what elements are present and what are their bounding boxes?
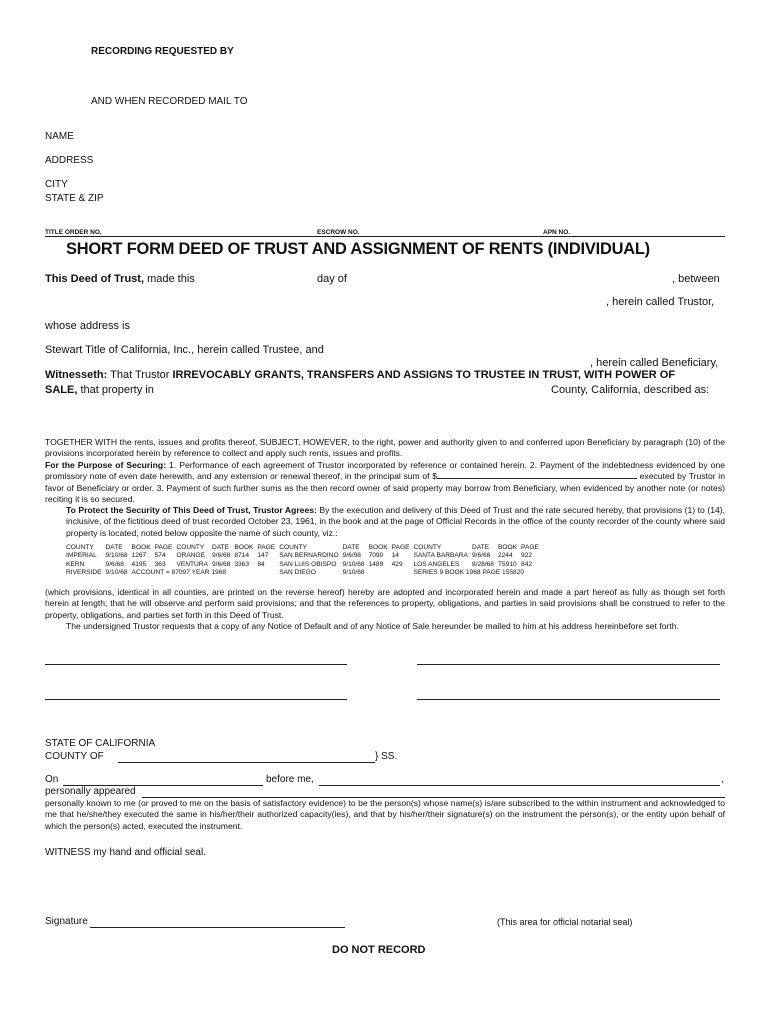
apn-label: APN NO. <box>543 229 571 236</box>
witnesseth-bold: Witnesseth: <box>45 369 108 381</box>
protect-paragraph <box>66 505 725 539</box>
trustor-signature-line-3[interactable] <box>45 699 347 700</box>
table-header-cell: COUNTY <box>413 544 442 551</box>
table-cell: SAN BERNARDINO <box>279 552 339 560</box>
seal-area-text: (This area for official notarial seal) <box>497 917 633 927</box>
trustor-signature-line-4[interactable] <box>417 699 720 700</box>
together-text: TOGETHER WITH the rents, issues and profits thereof, SUBJECT, HOWEVER, to the right, power and authority given to and conferred upon Beneficiary by paragraph (10) of the provisions incorporated herein by reference to collect and apply such rents, issues and profits. <box>45 437 725 459</box>
deed-intro-bold: This Deed of Trust, <box>45 273 145 285</box>
state-zip-label: STATE & ZIP <box>45 193 104 204</box>
table-cell: 363 <box>154 560 166 568</box>
comma-text: , <box>721 774 724 785</box>
header-rule <box>45 236 725 237</box>
table-cell: 9/10/68 <box>342 560 365 568</box>
table-cell: SAN DIEGO <box>279 569 316 577</box>
table-cell: 429 <box>391 560 403 568</box>
table-header-cell: COUNTY <box>66 544 94 551</box>
table-cell: LOS ANGELES <box>413 560 460 568</box>
recording-requested-label: RECORDING REQUESTED BY <box>91 46 234 57</box>
provisions-paragraph <box>45 587 725 633</box>
grants-bold: IRREVOCABLY GRANTS, TRANSFERS AND ASSIGNS TO TRUSTEE IN TRUST, WITH POWER OF <box>172 369 676 381</box>
name-label: NAME <box>45 131 74 142</box>
together-paragraph <box>45 437 725 505</box>
table-header-cell: COUNTY <box>279 544 308 551</box>
table-cell: IMPERIAL <box>66 552 97 560</box>
title-order-label: TITLE ORDER NO. <box>45 229 102 236</box>
county-table <box>66 544 543 578</box>
table-cell: SERIES 9 BOOK 1968 PAGE 155820 <box>413 569 525 577</box>
table-cell <box>369 569 392 577</box>
made-this-text: made this <box>147 273 195 285</box>
between-text: , between <box>672 273 720 285</box>
table-cell: RIVERSIDE <box>66 569 102 577</box>
table-cell: 9/6/98 <box>342 552 361 560</box>
table-cell: VENTURA <box>176 560 208 568</box>
document-title: SHORT FORM DEED OF TRUST AND ASSIGNMENT OF RENTS (INDIVIDUAL) <box>66 240 650 258</box>
before-me-label: before me, <box>266 774 314 785</box>
table-cell: 574 <box>154 552 166 560</box>
purpose-text-2: executed by Trustor in favor of Beneficiary or order. 3. Payment of such further sums as the then record owner of said property may borrow from Beneficiary, when evidenced by another note (or notes) reciting it is so secured. <box>45 471 725 505</box>
table-cell: 14 <box>391 552 399 560</box>
table-row <box>66 552 543 560</box>
table-cell: 9/6/68 <box>471 552 491 560</box>
protect-text: By the execution and delivery of this Deed of Trust and the rate secured hereby, that provisions (1) to (14), inclusive, of the fictitious deed of trust recorded October 23, 1961, in the book and at the page of Official Records in the office of the county recorder of the county where said property is located, noted below opposite the name of such county, viz.: <box>66 505 725 538</box>
deed-intro <box>45 273 195 285</box>
dollar-sign: $ <box>432 471 437 482</box>
table-cell: SANTA BARBARA <box>413 552 468 560</box>
table-cell: 8714 <box>234 552 249 560</box>
undersigned-text: The undersigned Trustor requests that a copy of any Notice of Default and of any Notice of Sale hereunder be mailed to him at his address hereinbefore set forth. <box>66 621 679 632</box>
table-header-cell: DATE <box>105 544 123 551</box>
day-of-text: day of <box>317 273 347 285</box>
table-cell: 9/6/68 <box>211 552 231 560</box>
table-cell: 1489 <box>368 560 384 568</box>
witness-text: WITNESS my hand and official seal. <box>45 847 206 858</box>
on-label: On <box>45 774 59 785</box>
trustor-signature-line-1[interactable] <box>45 664 347 665</box>
table-header-cell: BOOK <box>368 544 388 551</box>
table-row <box>66 569 543 577</box>
county-table-header <box>66 544 543 552</box>
trustee-text: Stewart Title of California, Inc., herein called Trustee, and <box>45 344 324 356</box>
address-label: ADDRESS <box>45 155 94 166</box>
table-cell: 7090 <box>368 552 384 560</box>
table-header-cell: PAGE <box>154 544 173 551</box>
table-cell: 9/6/68 <box>211 560 231 568</box>
notary-name-field[interactable] <box>319 785 720 786</box>
table-cell: 922 <box>521 552 533 560</box>
personally-appeared-label: personally appeared <box>45 786 136 797</box>
table-header-cell: PAGE <box>521 544 539 551</box>
acknowledgment-paragraph: personally known to me (or proved to me on the basis of satisfactory evidence) to be the person(s) whose name(s) is/are subscribed to the within instrument and acknowledged to me that he/she/they executed the same in his/her/their authorized capacity(ies), and that by his/her/their signature(s) on the instrument the person(s), or the entity upon behalf of which the person(s) acted, executed the instrument. <box>45 798 725 831</box>
sale-bold: SALE, <box>45 384 78 396</box>
county-of-label: COUNTY OF <box>45 751 104 762</box>
table-row <box>66 561 543 569</box>
table-cell: 9/10/68 <box>342 569 365 577</box>
table-cell: 4195 <box>131 560 147 568</box>
table-cell: 1267 <box>131 552 147 560</box>
table-cell: 2244 <box>497 552 513 560</box>
city-label: CITY <box>45 179 68 190</box>
table-header-cell: PAGE <box>257 544 276 551</box>
table-cell: 84 <box>257 560 265 568</box>
provisions-text: (which provisions, identical in all counties, are printed on the reverse hereof) hereby are adopted and incorporated herein and made a part hereof as fully as though set forth herein at length; that he will observe and perform said provisions; and that the references to property, obligations, and parties in said provisions shall be construed to refer to the property, obligations, and parties set forth in this Deed of Trust. <box>45 587 725 620</box>
table-header-cell: BOOK <box>131 544 151 551</box>
table-header-cell: DATE <box>211 544 230 551</box>
table-header-cell: DATE <box>342 544 360 551</box>
table-cell: 9/10/68 <box>105 552 128 560</box>
table-cell <box>392 569 414 577</box>
table-header-cell: BOOK <box>234 544 254 551</box>
beneficiary-text: , herein called Beneficiary, <box>590 357 719 369</box>
signature-label: Signature <box>45 916 88 927</box>
property-in-text: that property in <box>80 384 154 396</box>
table-cell: SAN LUIS OBISPO <box>279 560 337 568</box>
table-cell: ACCOUNT = 87097 YEAR 1968 <box>131 569 227 577</box>
table-cell: 147 <box>257 552 269 560</box>
state-label: STATE OF CALIFORNIA <box>45 738 156 749</box>
table-header-cell: PAGE <box>391 544 410 551</box>
table-cell: 8/28/68 <box>471 560 494 568</box>
table-header-cell: DATE <box>471 544 490 551</box>
witnesseth-text: That Trustor <box>110 369 170 381</box>
sale-line <box>45 384 154 396</box>
table-cell: T5910 <box>497 560 517 568</box>
do-not-record-footer: DO NOT RECORD <box>332 944 426 956</box>
trustor-text: , herein called Trustor, <box>606 296 715 308</box>
purpose-bold: For the Purpose of Securing: <box>45 459 166 470</box>
notary-signature-field[interactable] <box>90 927 345 928</box>
county-described-text: County, California, described as: <box>551 384 710 396</box>
witnesseth-line <box>45 369 675 381</box>
principal-sum-field[interactable] <box>437 478 637 479</box>
county-of-field[interactable] <box>118 762 375 763</box>
table-cell: 842 <box>521 560 533 568</box>
table-header-cell: BOOK <box>497 544 518 551</box>
table-cell: ORANGE <box>176 552 206 560</box>
table-cell: 9/10/68 <box>105 569 128 577</box>
protect-bold: To Protect the Security of This Deed of Trust, Trustor Agrees: <box>66 505 317 515</box>
escrow-label: ESCROW NO. <box>317 229 360 236</box>
trustor-signature-line-2[interactable] <box>417 664 720 665</box>
whose-address-text: whose address is <box>45 320 130 332</box>
table-cell: KERN <box>66 560 85 568</box>
mail-to-label: AND WHEN RECORDED MAIL TO <box>91 96 248 107</box>
ss-label: } SS. <box>375 751 398 762</box>
table-cell: 9/6/68 <box>105 560 124 568</box>
table-cell: 3363 <box>234 560 249 568</box>
purpose-text: 1. Performance of each agreement of Trustor incorporated by reference or contained herein. 2. Payment of the indebtedness evidenced by one promissory note of even date herewith, and any extension or renewal thereof, in the principal sum of <box>45 459 725 482</box>
table-header-cell: COUNTY <box>176 544 205 551</box>
